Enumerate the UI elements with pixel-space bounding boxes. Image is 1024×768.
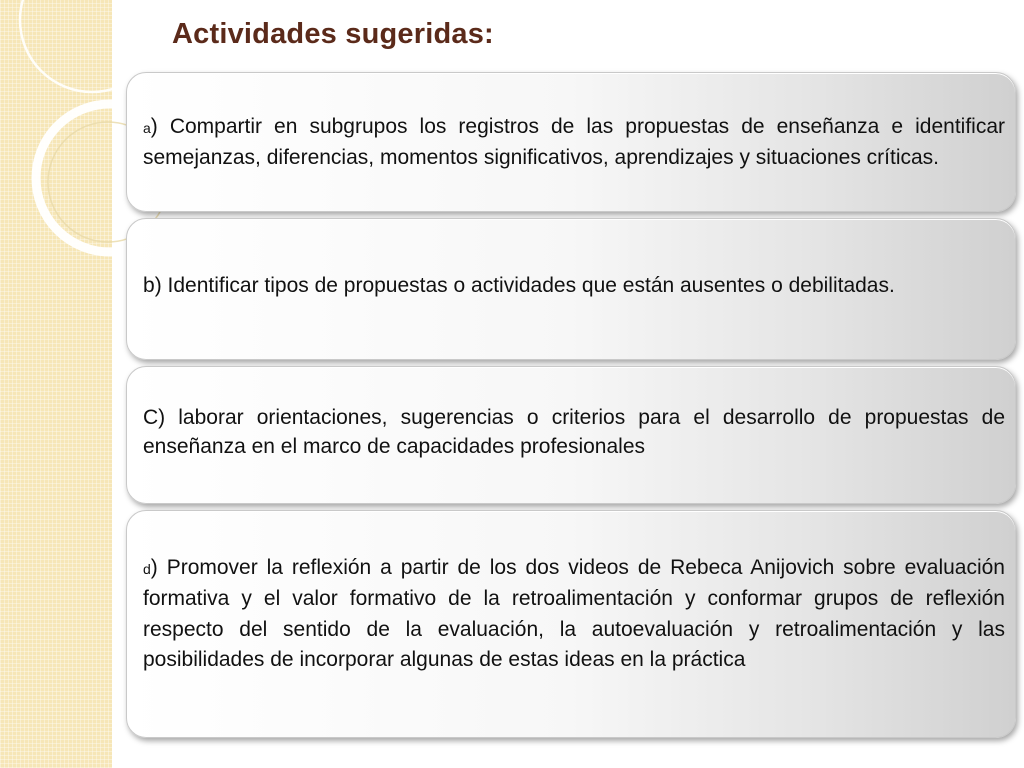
activity-marker-c: C	[143, 406, 159, 429]
activity-card-d	[126, 510, 1016, 738]
activity-text-b	[143, 271, 1005, 300]
activity-marker-a: a	[143, 120, 151, 136]
activity-text-a	[143, 112, 1005, 172]
activity-body-b: ) Identificar tipos de propuestas o actividades que están ausentes o debilitadas.	[154, 273, 895, 297]
activity-card-a	[126, 72, 1016, 212]
activity-body-d: ) Promover la reflexión a partir de los dos videos de Rebeca Anijovich sobre evaluación formativa y el valor formativo de la retroalimentación y conformar grupos de reflexión respecto del sentido de la evaluación, la autoevaluación y retroalimentación y las posibilidades de incorporar algunas de estas ideas en la práctica	[143, 555, 1005, 671]
activity-marker-b: b	[143, 273, 155, 297]
activity-body-c: ) laborar orientaciones, sugerencias o criterios para el desarrollo de propuestas de enseñanza en el marco de capacidades profesionales	[143, 406, 1005, 458]
activity-card-c	[126, 366, 1016, 504]
activity-text-d	[143, 553, 1005, 676]
activity-text-c	[143, 403, 1005, 461]
activity-body-a: ) Compartir en subgrupos los registros de las propuestas de enseñanza e identificar semejanzas, diferencias, momentos significativos, aprendizajes y situaciones críticas.	[143, 115, 1005, 169]
slide-title: Actividades sugeridas:	[172, 18, 494, 50]
activity-marker-d: d	[143, 560, 151, 577]
activity-card-b	[126, 218, 1016, 360]
